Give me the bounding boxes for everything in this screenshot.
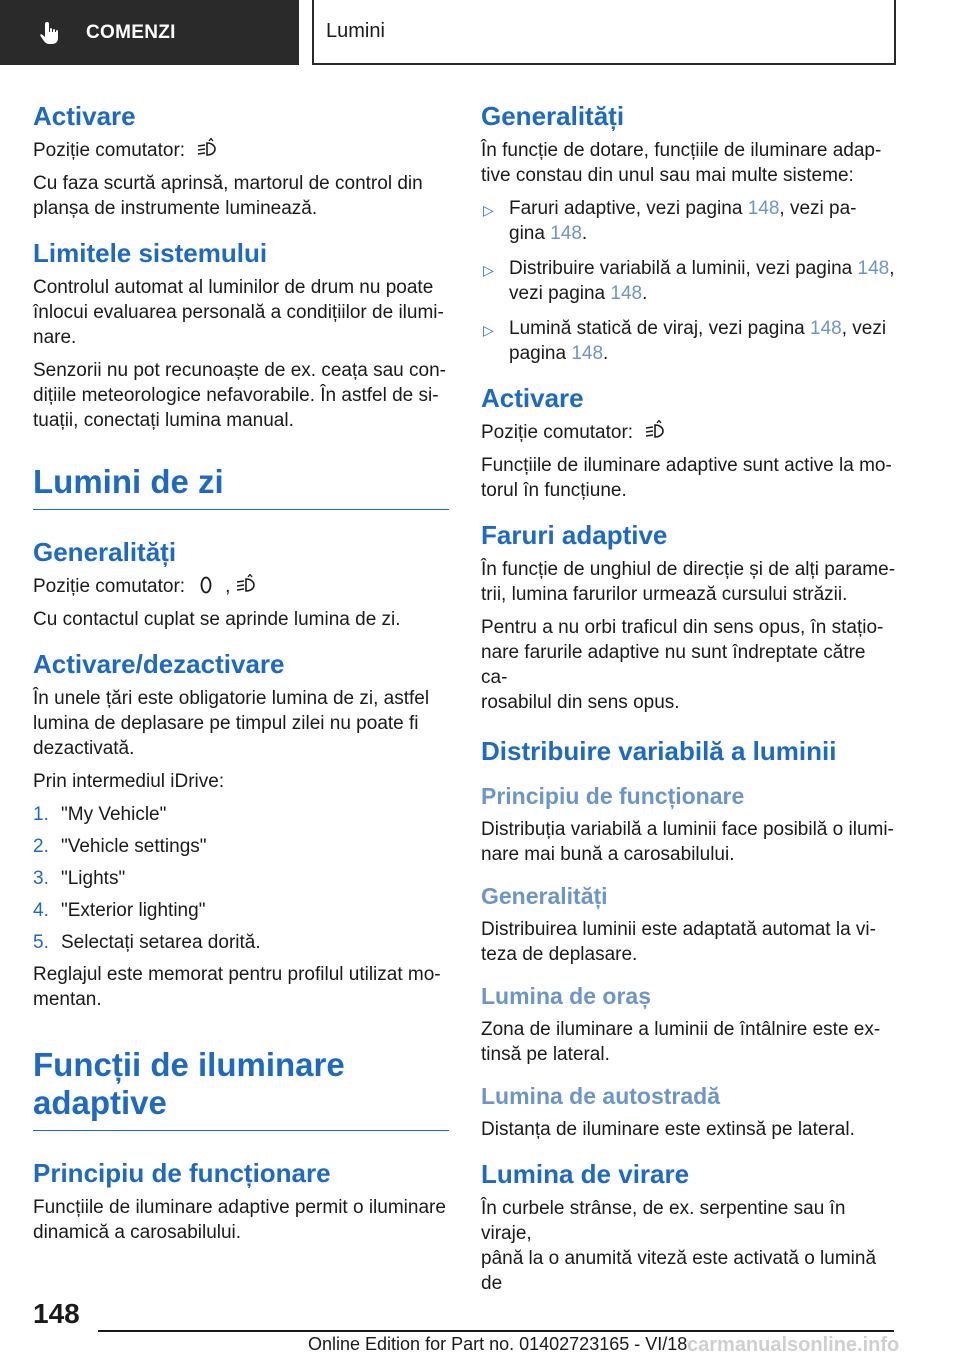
paragraph: Zona de iluminare a luminii de întâlnire este ex- tinsă pe lateral. <box>481 1019 881 1065</box>
paragraph: Pentru a nu orbi traficul din sens opus, în stațio- nare farurile adaptive nu sunt îndreptate către ca- rosabilul din sens opus. <box>481 617 884 713</box>
page-link[interactable]: 148 <box>810 318 842 339</box>
paragraph: În curbele strânse, de ex. serpentine sau în viraje, până la o anumită viteză este activată o lumină de <box>481 1198 877 1294</box>
heading-activare-dezactivare: Activare/dezactivare <box>33 649 285 679</box>
heading-lumina-virare: Lumina de virare <box>481 1159 690 1189</box>
heading-generalitati: Generalități <box>481 101 625 131</box>
paragraph: Cu faza scurtă aprinsă, martorul de control din planșa de instrumente luminează. <box>33 173 423 219</box>
heading-lumina-autostrada: Lumina de autostradă <box>481 1083 720 1109</box>
auto-headlight-icon <box>195 138 217 160</box>
paragraph: Cu contactul cuplat se aprinde lumina de zi. <box>33 609 401 630</box>
list-item: 3. "Lights" <box>33 868 126 889</box>
footer-rule <box>98 1330 894 1332</box>
auto-headlight-icon <box>643 420 665 442</box>
triangle-bullet-icon: ▷ <box>483 262 494 278</box>
list-item: ▷ Lumină statică de viraj, vezi pagina 148, vezi pagina 148. <box>483 318 887 364</box>
list-item: 2. "Vehicle settings" <box>33 836 207 857</box>
heading-generalitati-2: Generalități <box>481 883 608 909</box>
paragraph: Distanța de iluminare este extinsă pe lateral. <box>481 1119 855 1140</box>
paragraph: În unele țări este obligatorie lumina de zi, astfel lumina de deplasare pe timpul zilei nu poate fi dezactivată. <box>33 688 430 759</box>
heading-generalitati: Generalități <box>33 537 177 567</box>
page-link[interactable]: 148 <box>550 223 582 244</box>
paragraph: Poziție comutator: , <box>33 574 449 599</box>
page-link[interactable]: 148 <box>610 283 643 304</box>
chapter-tab[interactable] <box>0 0 299 65</box>
heading-lumini-de-zi: Lumini de zi <box>33 463 449 510</box>
switch-zero-icon <box>195 574 217 596</box>
systems-list <box>481 196 897 366</box>
paragraph: Prin intermediul iDrive: <box>33 771 225 792</box>
switch-position-label: Poziție comutator: <box>33 140 186 161</box>
page-number: 148 <box>33 1298 80 1329</box>
edition-label: Online Edition for Part no. 01402723165 - VI/18 <box>308 1334 688 1354</box>
idrive-steps <box>33 802 449 955</box>
hand-pointer-icon <box>38 20 66 46</box>
list-item: 4. "Exterior lighting" <box>33 900 206 921</box>
right-column <box>481 100 897 1304</box>
list-item: 5. Selectați setarea dorită. <box>33 932 261 953</box>
page-link[interactable]: 148 <box>571 343 604 364</box>
heading-activare: Activare <box>33 101 136 131</box>
paragraph: Funcțiile de iluminare adaptive sunt active la mo- torul în funcțiune. <box>481 455 892 501</box>
heading-limite: Limitele sistemului <box>33 238 268 268</box>
heading-faruri-adaptive: Faruri adaptive <box>481 520 668 550</box>
triangle-bullet-icon: ▷ <box>483 202 494 218</box>
page-link[interactable]: 148 <box>747 198 780 219</box>
heading-functii-iluminare: Funcții de iluminare adaptive <box>33 1046 449 1131</box>
triangle-bullet-icon: ▷ <box>483 322 494 338</box>
heading-activare: Activare <box>481 383 584 413</box>
paragraph: Reglajul este memorat pentru profilul utilizat mo- mentan. <box>33 964 441 1010</box>
paragraph: În funcție de dotare, funcțiile de iluminare adap- tive constau din unul sau mai multe sisteme: <box>481 140 882 186</box>
chapter-label: COMENZI <box>86 21 176 43</box>
heading-lumina-oras: Lumina de oraș <box>481 983 651 1009</box>
heading-principiu: Principiu de funcționare <box>33 1158 331 1188</box>
paragraph: Funcțiile de iluminare adaptive permit o iluminare dinamică a carosabilului. <box>33 1197 446 1243</box>
list-item: ▷ Faruri adaptive, vezi pagina 148, vezi pa- gina 148. <box>483 198 857 244</box>
paragraph: Controlul automat al luminilor de drum nu poate înlocui evaluarea personală a condițiilor de ilumi- nare. <box>33 277 444 348</box>
page-link[interactable]: 148 <box>857 258 890 279</box>
auto-headlight-icon <box>234 574 256 596</box>
paragraph: Senzorii nu pot recunoaște de ex. ceața sau con- dițiile meteorologice nefavorabile. În astfel de si- tuații, conectați lumina manual. <box>33 360 446 431</box>
paragraph: Poziție comutator: <box>481 420 897 445</box>
list-item: ▷ Distribuire variabilă a luminii, vezi pagina 148, vezi pagina 148. <box>483 258 895 304</box>
paragraph: Distribuția variabilă a luminii face posibilă o ilumi- nare mai bună a carosabilului. <box>481 819 894 865</box>
watermark: carmanualsonline.info <box>687 1334 900 1356</box>
list-item: 1. "My Vehicle" <box>33 804 167 825</box>
heading-principiu: Principiu de funcționare <box>481 783 745 809</box>
section-label: Lumini <box>326 20 385 42</box>
paragraph: În funcție de unghiul de direcție și de alți parame- trii, lumina farurilor urmează cursului străzii. <box>481 559 896 605</box>
paragraph: Distribuirea luminii este adaptată automat la vi- teza de deplasare. <box>481 919 876 965</box>
section-header <box>312 0 896 65</box>
heading-distribuire-variabila: Distribuire variabilă a luminii <box>481 736 837 766</box>
left-column <box>33 100 449 1253</box>
paragraph <box>33 138 449 163</box>
